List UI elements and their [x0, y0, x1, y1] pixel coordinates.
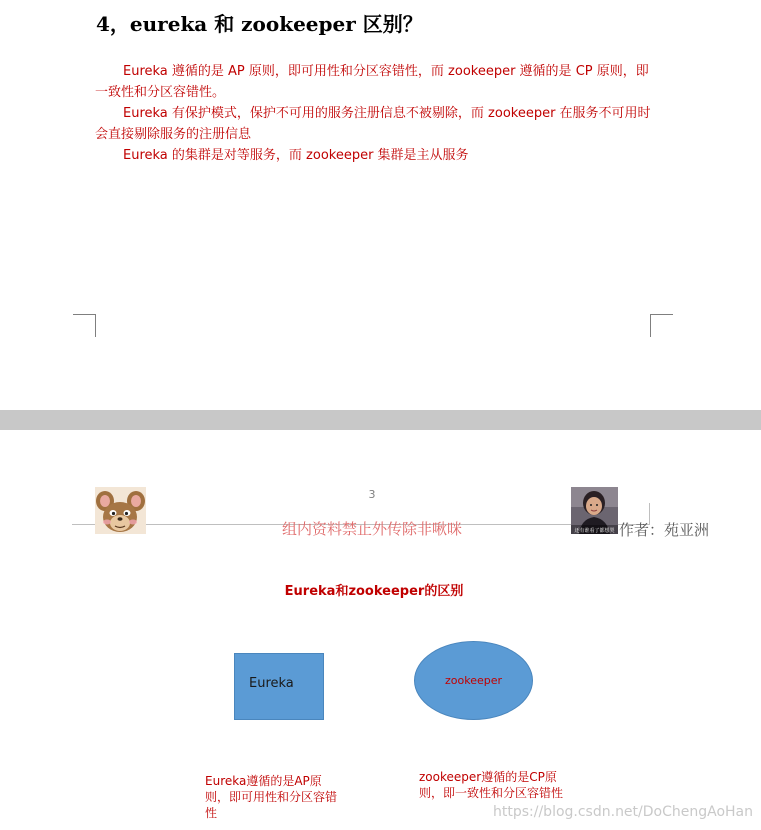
page-number: 3 [368, 488, 376, 501]
eureka-box-label: Eureka [249, 676, 294, 691]
paragraph-cluster: Eureka 的集群是对等服务，而 zookeeper 集群是主从服务 [123, 148, 469, 163]
mouse-cartoon-icon [95, 487, 146, 534]
mouse-avatar-image [95, 487, 146, 534]
zookeeper-ellipse-shape [414, 641, 533, 720]
author-label: 作者：苑亚洲 [619, 521, 710, 539]
page-separator [0, 410, 761, 430]
eureka-caption: Eureka遵循的是AP原则，即可用性和分区容错性 [205, 774, 338, 820]
paragraph-protection-mode: Eureka 有保护模式，保护不可用的服务注册信息不被剔除，而 zookeeper 在服务不可用时会直接剔除服务的注册信息 [95, 106, 651, 142]
section-heading: 4，eureka 和 zookeeper 区别？ [96, 12, 423, 36]
body-text [95, 61, 655, 166]
confidential-notice: 组内资料禁止外传除非啾咪 [282, 520, 463, 538]
diagram-title: Eureka和zookeeper的区别 [284, 584, 464, 599]
crop-mark-right [650, 314, 673, 337]
avatar-caption: 还有谁看了都想哭 [574, 528, 615, 534]
watermark: https://blog.csdn.net/DoChengAoHan [493, 804, 753, 820]
person-photo-icon [571, 487, 618, 534]
eureka-box-shape [234, 653, 324, 720]
crop-mark-left [73, 314, 96, 337]
paragraph-ap-cp: Eureka 遵循的是 AP 原则，即可用性和分区容错性，而 zookeeper 遵循的是 CP 原则，即一致性和分区容错性。 [95, 64, 649, 100]
zookeeper-ellipse-label: zookeeper [444, 674, 503, 687]
zookeeper-caption: zookeeper遵循的是CP原则，即一致性和分区容错性 [419, 770, 564, 800]
author-avatar-image [571, 487, 618, 534]
